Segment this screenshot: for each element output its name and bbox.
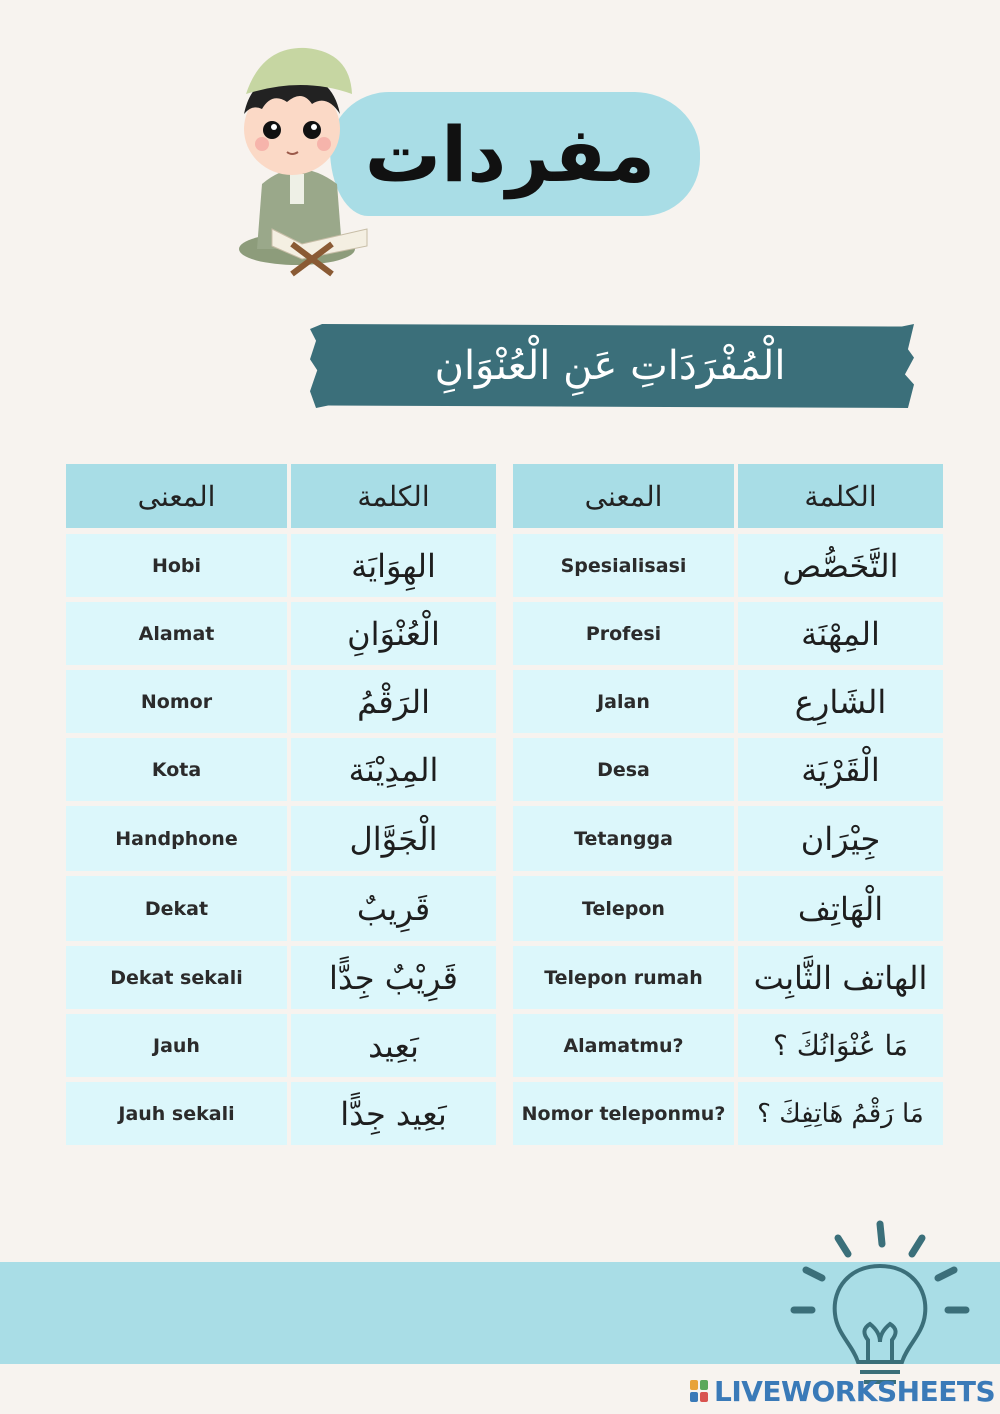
table-row-meaning: Handphone bbox=[66, 806, 287, 871]
table-row-meaning: Jalan bbox=[513, 670, 734, 733]
lightbulb-icon bbox=[780, 1212, 980, 1392]
table-row-meaning: Hobi bbox=[66, 534, 287, 597]
table-row-word: المِدِيْنَة bbox=[291, 738, 496, 801]
table-row-word: الهاتف الثَّابِت bbox=[738, 946, 943, 1009]
table-row-meaning: Telepon bbox=[513, 876, 734, 941]
table-row-word: الرَقْمُ bbox=[291, 670, 496, 733]
table-row-meaning: Desa bbox=[513, 738, 734, 801]
liveworksheets-logo[interactable] bbox=[690, 1374, 995, 1408]
header-word: الكلمة bbox=[291, 464, 496, 528]
table-row-word: مَا رَقْمُ هَاتِفِكَ ؟ bbox=[738, 1082, 943, 1145]
table-row-word: بَعِيد جِدًّا bbox=[291, 1082, 496, 1145]
header-meaning: المعنى bbox=[513, 464, 734, 528]
table-row-word: مَا عُنْوَانُكَ ؟ bbox=[738, 1014, 943, 1077]
table-row-meaning: Tetangga bbox=[513, 806, 734, 871]
vocab-table-right bbox=[513, 464, 943, 1150]
table-row-word: الهِوَايَة bbox=[291, 534, 496, 597]
header-meaning: المعنى bbox=[66, 464, 287, 528]
table-row-meaning: Nomor teleponmu? bbox=[513, 1082, 734, 1145]
table-row-meaning: Profesi bbox=[513, 602, 734, 665]
table-row-meaning: Jauh bbox=[66, 1014, 287, 1077]
table-row-word: الشَارِع bbox=[738, 670, 943, 733]
liveworksheets-logo-icon bbox=[690, 1380, 708, 1402]
table-row-meaning: Nomor bbox=[66, 670, 287, 733]
table-row-meaning: Jauh sekali bbox=[66, 1082, 287, 1145]
table-row-word: الْجَوَّال bbox=[291, 806, 496, 871]
subtitle-text: الْمُفْرَدَاتِ عَنِ الْعُنْوَانِ bbox=[434, 343, 786, 389]
table-row-word: التَّخَصُّص bbox=[738, 534, 943, 597]
table-row-meaning: Alamatmu? bbox=[513, 1014, 734, 1077]
table-row-word: قَرِيبٌ bbox=[291, 876, 496, 941]
table-row-meaning: Telepon rumah bbox=[513, 946, 734, 1009]
logo-text: LIVEWORKSHEETS bbox=[714, 1374, 996, 1408]
page-title: مفردات bbox=[364, 109, 656, 199]
table-row-meaning: Dekat bbox=[66, 876, 287, 941]
table-row-meaning: Spesialisasi bbox=[513, 534, 734, 597]
table-row-meaning: Dekat sekali bbox=[66, 946, 287, 1009]
table-row-word: الْقَرْيَة bbox=[738, 738, 943, 801]
vocab-table-left bbox=[66, 464, 496, 1150]
table-row-meaning: Alamat bbox=[66, 602, 287, 665]
table-row-word: قَرِيْبٌ جِدًّا bbox=[291, 946, 496, 1009]
table-row-word: جِيْرَان bbox=[738, 806, 943, 871]
header-word: الكلمة bbox=[738, 464, 943, 528]
table-row-word: المِهْنَة bbox=[738, 602, 943, 665]
table-row-word: بَعِيد bbox=[291, 1014, 496, 1077]
table-row-word: الْعُنْوَانِ bbox=[291, 602, 496, 665]
table-row-meaning: Kota bbox=[66, 738, 287, 801]
table-row-word: الْهَاتِف bbox=[738, 876, 943, 941]
boy-reading-illustration bbox=[232, 34, 382, 284]
